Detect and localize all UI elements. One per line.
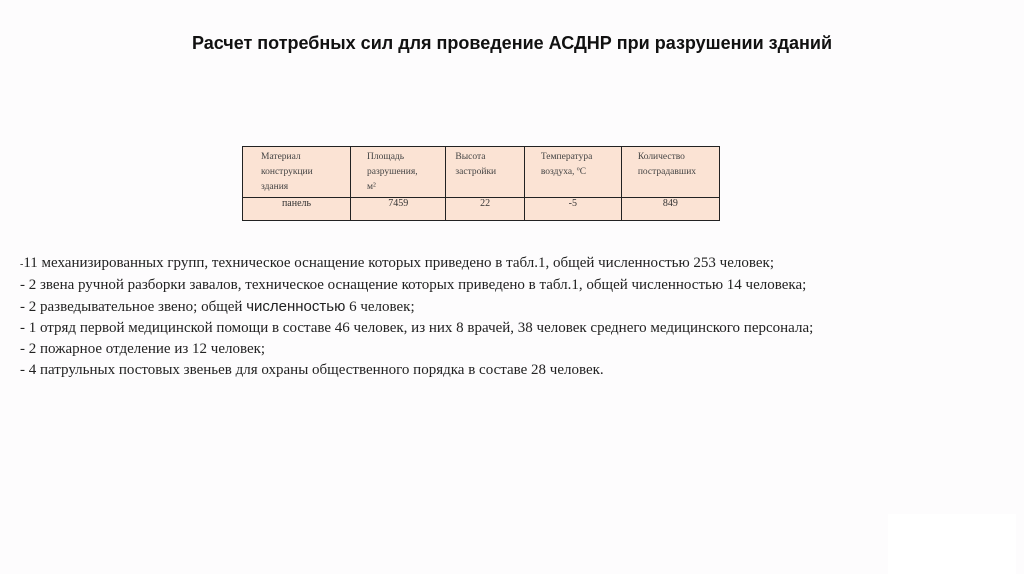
list-item-dash: - [20, 259, 24, 270]
list-item: - 2 пожарное отделение из 12 человек; [20, 341, 266, 357]
header-temperature [524, 147, 621, 198]
header-victims-line-1: Количество [637, 152, 685, 162]
header-area [351, 147, 446, 198]
header-victims [621, 147, 719, 198]
header-area-line-2: разрушения, [367, 167, 418, 177]
list-item: - 4 патрульных постовых звеньев для охраны общественного порядка в составе 28 человек. [20, 362, 604, 378]
cell-height: 22 [446, 198, 524, 221]
list-item-text-pre: - 2 разведывательное звено; общей [20, 299, 247, 315]
header-temperature-line-1: Температура [540, 152, 593, 162]
list-item [20, 296, 1010, 318]
cell-temperature: -5 [524, 198, 621, 221]
cell-material: панель [243, 198, 351, 221]
header-temperature-line-2: воздуха, ºС [540, 167, 587, 177]
forces-list [20, 253, 1010, 381]
cell-victims: 849 [621, 198, 719, 221]
list-item-text: 11 механизированных групп, техническое оснащение которых приведено в табл.1, общей численностью 253 человек; [23, 255, 774, 271]
header-material-line-1: Материал [261, 152, 301, 162]
header-material [243, 147, 351, 198]
header-victims-line-2: пострадавших [637, 167, 697, 177]
table-header-row [243, 147, 720, 198]
corner-overlay [888, 514, 1016, 574]
table-row [243, 198, 720, 221]
header-material-line-3: здания [261, 182, 289, 192]
list-item [20, 253, 1010, 275]
header-height-line-2: застройки [455, 167, 497, 177]
page-title: Расчет потребных сил для проведение АСДНР при разрушении зданий [191, 33, 833, 53]
header-height-line-1: Высота [455, 152, 486, 162]
list-item: - 2 звена ручной разборки завалов, техническое оснащение которых приведено в табл.1, общей численностью 14 человека; [20, 277, 807, 293]
cell-area: 7459 [351, 198, 446, 221]
list-item-text-post: 6 человек; [345, 299, 415, 315]
header-area-line-1: Площадь [367, 152, 405, 162]
list-item-text-word: численностью [246, 298, 346, 315]
header-material-line-2: конструкции [261, 167, 313, 177]
data-table [242, 146, 720, 221]
header-height [446, 147, 524, 198]
header-area-line-3: м² [367, 182, 376, 192]
list-item: - 1 отряд первой медицинской помощи в составе 46 человек, из них 8 врачей, 38 человек среднего медицинского персонала; [20, 320, 814, 336]
